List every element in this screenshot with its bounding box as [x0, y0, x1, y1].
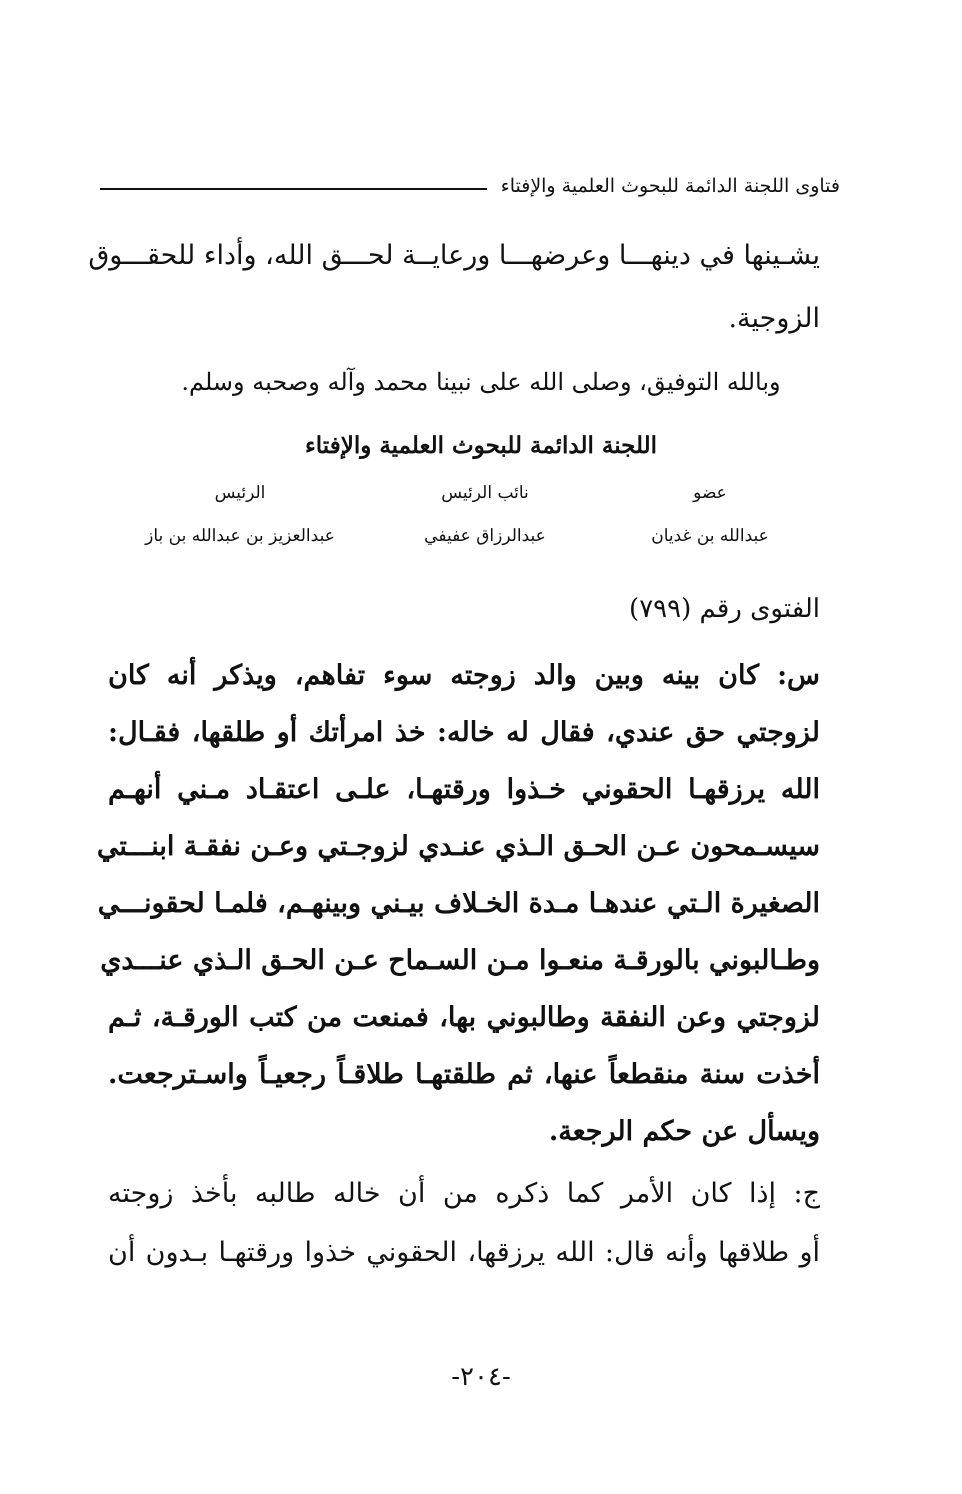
- signatory-role-vice-president: نائب الرئيس: [441, 483, 529, 503]
- committee-title: اللجنة الدائمة للبحوث العلمية والإفتاء: [304, 432, 658, 459]
- question-line: الله يرزقهـا الحقوني خـذوا ورقتهـا، علـى اعتقـاد مـني أنهـم: [108, 774, 820, 805]
- question-line: ويسأل عن حكم الرجعة.: [548, 1116, 820, 1147]
- signatory-name-member: عبدالله بن غديان: [651, 526, 769, 546]
- paragraph-line: الزوجية.: [728, 303, 820, 334]
- signatory-role-president: الرئيس: [214, 483, 266, 503]
- header-title: فتاوى اللجنة الدائمة للبحوث العلمية والإفتاء: [500, 175, 840, 197]
- running-header: [100, 170, 840, 202]
- closing-line: وبالله التوفيق، وصلى الله على نبينا محمد وآله وصحبه وسلم.: [181, 368, 781, 396]
- answer-line: ج: إذا كان الأمر كما ذكره من أن خاله طالبه بأخذ زوجته: [108, 1178, 820, 1209]
- question-line: لزوجتي وعن النفقة وطالبوني بها، فمنعت من كتب الورقـة، ثـم: [108, 1002, 820, 1033]
- signatory-role-member: عضو: [693, 483, 727, 503]
- question-line: لزوجتي حق عندي، فقال له خاله: خذ امرأتك أو طلقها، فقـال:: [108, 717, 820, 748]
- answer-line: أو طلاقها وأنه قال: الله يرزقها، الحقوني خذوا ورقتهـا بـدون أن: [108, 1237, 820, 1268]
- header-rule: [100, 188, 487, 190]
- page-number: -٢٠٤-: [451, 1362, 511, 1392]
- question-line: أخذت سنة منقطعاً عنها، ثم طلقتهـا طلاقـاً رجعيـاً واسـترجعت.: [108, 1059, 820, 1090]
- paragraph-line: يشـينها في دينهـــا وعرضهـــا ورعايــة لحـــق الله، وأداء للحقـــوق: [88, 240, 820, 271]
- question-line: س: كان بينه وبين والد زوجته سوء تفاهم، ويذكر أنه كان: [108, 660, 820, 691]
- signatory-name-vice-president: عبدالرزاق عفيفي: [424, 526, 546, 546]
- fatwa-number: الفتوى رقم (٧٩٩): [629, 594, 820, 624]
- question-line: الصغيرة الـتي عندهـا مـدة الخـلاف بيـني وبينهـم، فلمـا لحقونـــي: [97, 888, 820, 919]
- question-line: وطـالبوني بالورقـة منعـوا مـن السـماح عـن الحـق الـذي عنـــدي: [100, 945, 820, 976]
- signatory-name-president: عبدالعزيز بن عبدالله بن باز: [145, 526, 335, 546]
- question-line: سيسـمحون عـن الحـق الـذي عنـدي لزوجـتي وعـن نفقـة ابنـــتي: [96, 831, 820, 862]
